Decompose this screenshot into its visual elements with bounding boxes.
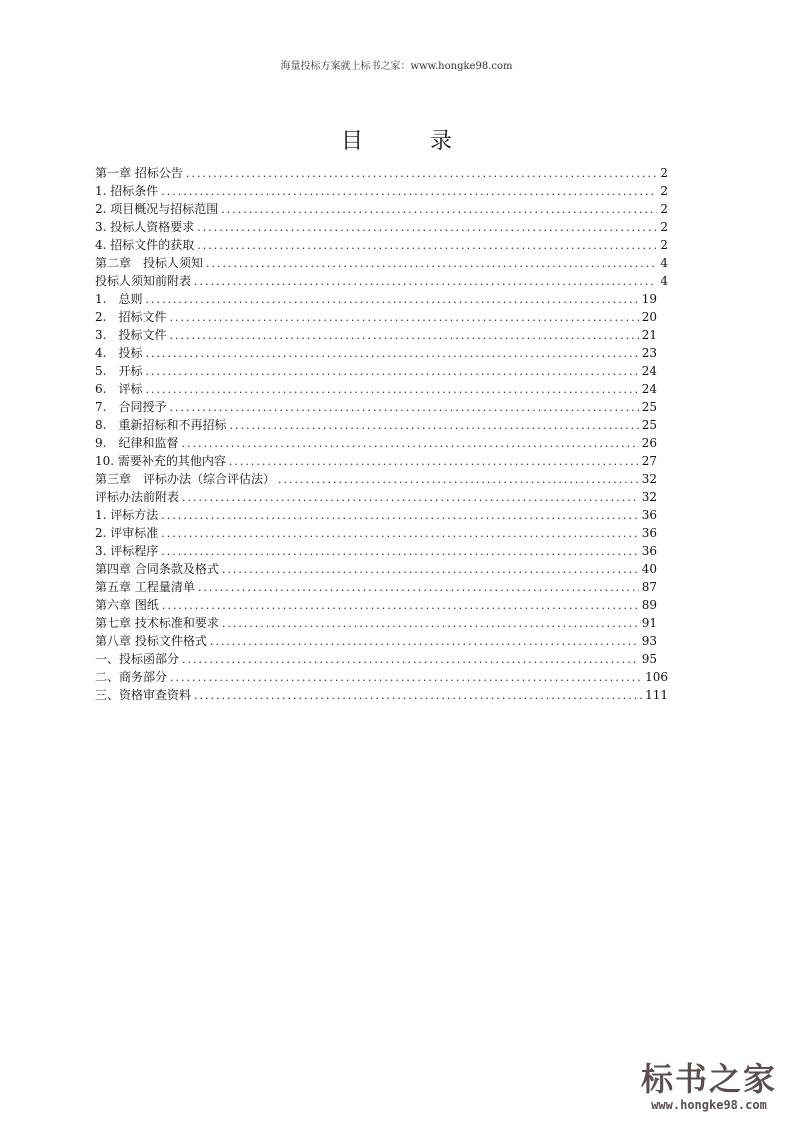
toc-entry[interactable] — [95, 344, 668, 362]
toc-entry-page: 21 — [641, 328, 657, 342]
toc-entry-page: 89 — [641, 598, 657, 612]
toc-leader-dots — [161, 183, 657, 200]
toc-entry[interactable] — [95, 560, 668, 578]
toc-entry[interactable] — [95, 470, 668, 488]
toc-entry-label: 二、商务部分 — [95, 670, 168, 684]
toc-entry[interactable] — [95, 362, 668, 380]
page-title: 目 录 — [341, 129, 482, 154]
toc-leader-dots — [206, 255, 657, 272]
toc-entry-label: 第二章 投标人须知 — [95, 256, 204, 270]
toc-entry[interactable] — [95, 308, 668, 326]
toc-entry-label: 4. 投标 — [95, 346, 143, 360]
toc-entry-label: 9. 纪律和监督 — [95, 436, 179, 450]
watermark-url: www.hongke98.com — [651, 1098, 767, 1112]
toc-entry-page: 24 — [641, 364, 657, 378]
toc-entry-label: 第三章 评标办法（综合评估法） — [95, 472, 276, 486]
toc-entry-page: 19 — [641, 292, 657, 306]
toc-entry-page: 36 — [641, 526, 657, 540]
toc-entry-page: 4 — [660, 256, 668, 270]
toc-entry-label: 3. 投标人资格要求 — [95, 220, 195, 234]
toc-entry-page: 32 — [641, 490, 657, 504]
toc-entry-label: 2. 评审标准 — [95, 526, 159, 540]
toc-leader-dots — [161, 507, 638, 524]
toc-entry[interactable] — [95, 380, 668, 398]
table-of-contents — [95, 164, 668, 704]
toc-entry-page: 36 — [641, 544, 657, 558]
toc-leader-dots — [161, 525, 638, 542]
toc-leader-dots — [145, 381, 638, 398]
toc-entry[interactable] — [95, 668, 668, 686]
toc-leader-dots — [278, 471, 639, 488]
toc-entry-label: 7. 合同授予 — [95, 400, 167, 414]
toc-leader-dots — [222, 615, 639, 632]
toc-entry-page: 2 — [660, 238, 668, 252]
toc-entry-label: 3. 投标文件 — [95, 328, 167, 342]
toc-entry-label: 5. 开标 — [95, 364, 143, 378]
toc-leader-dots — [181, 435, 638, 452]
toc-entry[interactable] — [95, 614, 668, 632]
toc-entry[interactable] — [95, 290, 668, 308]
toc-entry[interactable] — [95, 488, 668, 506]
toc-entry[interactable] — [95, 578, 668, 596]
toc-entry[interactable] — [95, 524, 668, 542]
toc-entry[interactable] — [95, 452, 668, 470]
toc-leader-dots — [169, 399, 638, 416]
toc-entry-label: 三、资格审查资料 — [95, 688, 192, 702]
toc-entry-label: 第四章 合同条款及格式 — [95, 562, 219, 576]
toc-entry[interactable] — [95, 650, 668, 668]
toc-entry-page: 111 — [645, 688, 668, 702]
toc-entry-label: 1. 招标条件 — [95, 184, 159, 198]
toc-entry-page: 40 — [641, 562, 657, 576]
toc-entry-page: 32 — [641, 472, 657, 486]
toc-entry[interactable] — [95, 236, 668, 254]
toc-leader-dots — [221, 201, 657, 218]
toc-entry-label: 第八章 投标文件格式 — [95, 634, 207, 648]
toc-entry-page: 24 — [641, 382, 657, 396]
toc-leader-dots — [170, 669, 642, 686]
toc-leader-dots — [169, 327, 638, 344]
toc-entry-label: 第七章 技术标准和要求 — [95, 616, 219, 630]
toc-entry[interactable] — [95, 182, 668, 200]
toc-entry-label: 评标办法前附表 — [95, 490, 180, 504]
toc-entry-label: 1. 总则 — [95, 292, 143, 306]
toc-entry-page: 2 — [660, 184, 668, 198]
toc-entry-label: 8. 重新招标和不再招标 — [95, 418, 227, 432]
toc-leader-dots — [197, 237, 657, 254]
toc-leader-dots — [194, 273, 657, 290]
toc-entry[interactable] — [95, 326, 668, 344]
toc-entry-label: 第一章 招标公告 — [95, 166, 183, 180]
toc-leader-dots — [210, 633, 639, 650]
toc-entry-page: 87 — [641, 580, 657, 594]
toc-leader-dots — [197, 219, 657, 236]
toc-entry[interactable] — [95, 254, 668, 272]
toc-leader-dots — [182, 489, 639, 506]
toc-leader-dots — [145, 345, 638, 362]
toc-leader-dots — [229, 453, 639, 470]
toc-entry-page: 2 — [660, 220, 668, 234]
toc-entry-label: 10. 需要补充的其他内容 — [95, 454, 226, 468]
toc-entry-page: 20 — [641, 310, 657, 324]
toc-leader-dots — [222, 561, 639, 578]
toc-leader-dots — [162, 597, 639, 614]
toc-entry[interactable] — [95, 632, 668, 650]
toc-leader-dots — [182, 651, 639, 668]
toc-entry-label: 第六章 图纸 — [95, 598, 159, 612]
toc-entry-page: 23 — [641, 346, 657, 360]
toc-entry-page: 26 — [641, 436, 657, 450]
toc-leader-dots — [186, 165, 658, 182]
toc-entry-page: 95 — [641, 652, 657, 666]
toc-entry-page: 4 — [660, 274, 668, 288]
watermark-logo: 标书之家 — [640, 1060, 777, 1098]
toc-entry[interactable] — [95, 596, 668, 614]
toc-entry-page: 2 — [660, 166, 668, 180]
page-header: 海量投标方案就上标书之家：www.hongke98.com — [280, 61, 513, 72]
toc-leader-dots — [145, 363, 638, 380]
toc-entry[interactable] — [95, 272, 668, 290]
toc-entry-label: 6. 评标 — [95, 382, 143, 396]
toc-leader-dots — [145, 291, 638, 308]
toc-entry-page: 36 — [641, 508, 657, 522]
toc-leader-dots — [229, 417, 638, 434]
toc-entry[interactable] — [95, 506, 668, 524]
toc-entry-page: 106 — [645, 670, 668, 684]
toc-entry-label: 3. 评标程序 — [95, 544, 159, 558]
toc-entry[interactable] — [95, 686, 668, 704]
toc-entry[interactable] — [95, 398, 668, 416]
toc-leader-dots — [198, 579, 639, 596]
toc-entry-page: 93 — [641, 634, 657, 648]
toc-entry[interactable] — [95, 200, 668, 218]
toc-leader-dots — [169, 309, 638, 326]
toc-entry-label: 第五章 工程量清单 — [95, 580, 195, 594]
toc-entry-label: 投标人须知前附表 — [95, 274, 192, 288]
toc-entry[interactable] — [95, 218, 668, 236]
toc-entry-label: 一、投标函部分 — [95, 652, 180, 666]
toc-leader-dots — [161, 543, 638, 560]
toc-entry[interactable] — [95, 164, 668, 182]
toc-entry-page: 25 — [641, 418, 657, 432]
toc-entry[interactable] — [95, 416, 668, 434]
toc-entry[interactable] — [95, 542, 668, 560]
toc-entry-page: 27 — [641, 454, 657, 468]
toc-entry-label: 1. 评标方法 — [95, 508, 159, 522]
toc-entry-label: 2. 招标文件 — [95, 310, 167, 324]
toc-entry-page: 2 — [660, 202, 668, 216]
watermark — [639, 1054, 779, 1112]
toc-entry-page: 91 — [641, 616, 657, 630]
toc-leader-dots — [194, 687, 642, 704]
toc-entry-label: 4. 招标文件的获取 — [95, 238, 195, 252]
toc-entry-label: 2. 项目概况与招标范围 — [95, 202, 219, 216]
toc-entry-page: 25 — [641, 400, 657, 414]
toc-entry[interactable] — [95, 434, 668, 452]
